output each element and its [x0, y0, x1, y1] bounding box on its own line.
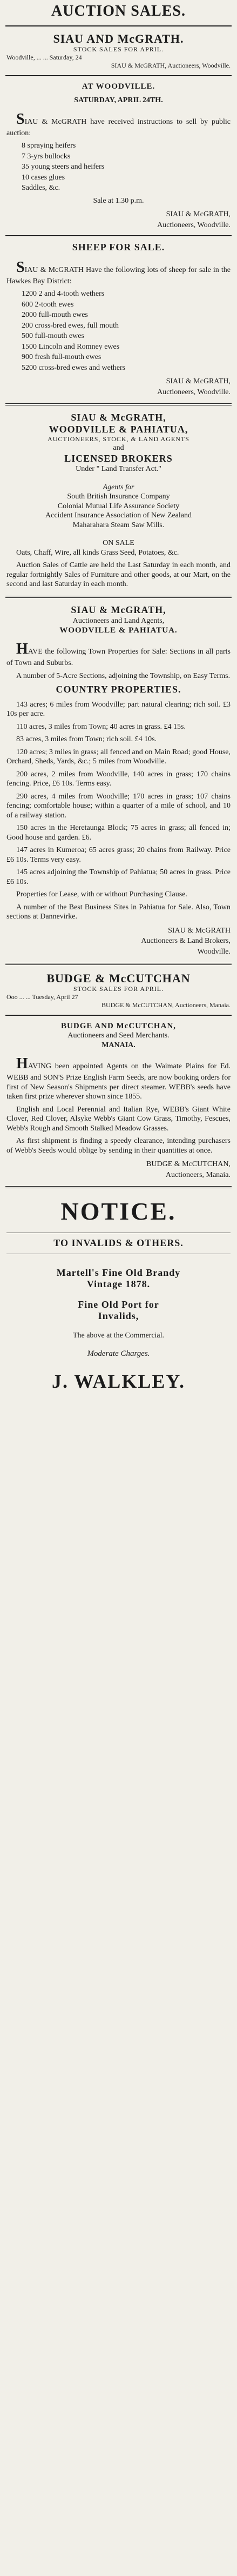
list-item: 1500 Lincoln and Romney ewes	[22, 342, 120, 351]
brandy-line2: Vintage 1878.	[86, 1279, 151, 1290]
property-listing: 147 acres in Kumeroa; 65 acres grass; 20 chains from Railway. Price £6 10s. Terms very easy.	[6, 846, 231, 864]
at-woodville-title: AT WOODVILLE.	[82, 82, 155, 91]
property-listing: A number of the Best Business Sites in Pahiatua for Sale. Also, Town sections at Dannevirke.	[6, 903, 231, 921]
budge-stock-place: Ooo ... ... Tuesday, April 27	[6, 993, 78, 1001]
country-props-title: COUNTRY PROPERTIES.	[56, 684, 181, 695]
property-listing: 145 acres adjoining the Township of Pahiatua; 50 acres in grass. Price £6 10s.	[6, 868, 231, 886]
list-item: 600 2-tooth ewes	[22, 300, 74, 309]
budge-stock-sales	[5, 971, 232, 1009]
at-woodville-date: SATURDAY, APRIL 24TH.	[74, 96, 163, 105]
town-properties-ad	[5, 604, 232, 681]
port-line1: Fine Old Port for	[78, 1299, 159, 1310]
divider	[5, 75, 232, 76]
signature-place: Woodville.	[197, 947, 231, 956]
port-line2: Invalids,	[98, 1310, 139, 1322]
property-listing: 200 acres, 2 miles from Woodville, 140 acres in grass; 170 chains fencing. Price, £6 10s. Terms easy.	[6, 770, 231, 788]
signature-role: Auctioneers, Woodville.	[157, 221, 231, 229]
notice-title: NOTICE.	[60, 1197, 177, 1226]
land-agents-line2: WOODVILLE & PAHIATUA,	[49, 423, 188, 435]
property-listing: 150 acres in the Heretaunga Block; 75 acres in grass; all fenced in; Good house and garden. £6.	[6, 824, 231, 842]
auction-text: Auction Sales of Cattle are held the Last Saturday in each month, and regular fortnightly Sales of Furniture and other goods, at our Mart, on the second and last Saturday in each month.	[6, 561, 231, 589]
budge-stock-subtitle: STOCK SALES FOR APRIL.	[73, 985, 164, 993]
signature-name: SIAU & McGRATH,	[166, 377, 231, 386]
budge-stock-title: BUDGE & McCUTCHAN	[46, 971, 191, 986]
sheep-sale-ad	[5, 242, 232, 397]
land-agents-line4: and	[113, 444, 124, 452]
signature-role: Auctioneers, Woodville.	[157, 388, 231, 396]
signature-role: Auctioneers, Manaia.	[165, 1170, 231, 1179]
list-item: 10 cases glues	[22, 173, 65, 182]
at-woodville-time: Sale at 1.30 p.m.	[93, 196, 144, 205]
land-agents-line6: Under " Land Transfer Act."	[76, 465, 161, 474]
list-item: 5200 cross-bred ewes and wethers	[22, 363, 126, 372]
sheep-sale-list	[22, 289, 231, 372]
land-agents-line1: SIAU & McGRATH,	[71, 412, 166, 423]
property-listing: 83 acres, 3 miles from Town; rich soil. £4 10s.	[16, 735, 157, 744]
budge-seed-title3: MANAIA.	[101, 1041, 136, 1049]
agency-item: Colonial Mutual Life Assurance Society	[57, 502, 180, 510]
town-props-title2: Auctioneers and Land Agents,	[72, 616, 165, 625]
siau-stock-title: SIAU AND McGRATH.	[53, 31, 184, 45]
sheep-sale-title: SHEEP FOR SALE.	[72, 242, 165, 253]
advertiser-name: J. WALKLEY.	[51, 1370, 186, 1393]
divider	[5, 1186, 232, 1188]
agency-item: Maharahara Steam Saw Mills.	[72, 521, 165, 529]
agency-item: Accident Insurance Association of New Zealand	[45, 511, 192, 520]
list-item: 35 young steers and heifers	[22, 163, 105, 171]
list-item: 1200 2 and 4-tooth wethers	[22, 290, 105, 298]
property-listing: 143 acres; 6 miles from Woodville; part natural clearing; rich soil. £3 10s per acre.	[6, 700, 231, 718]
list-item: 200 cross-bred ewes, full mouth	[22, 321, 119, 330]
list-item: 2000 full-mouth ewes	[22, 311, 88, 319]
divider	[5, 963, 232, 965]
land-agents-ad	[5, 412, 232, 589]
siau-stock-sales	[5, 32, 232, 70]
property-listing: 290 acres, 4 miles from Woodville; 170 acres in grass; 107 chains fencing; comfortable house; within a quarter of a mile of school, and 10 of a railway station.	[6, 792, 231, 820]
siau-stock-place: Woodville, ... ... Saturday, 24	[6, 54, 82, 62]
signature-name: SIAU & McGRATH,	[166, 210, 231, 219]
page-title: AUCTION SALES.	[51, 3, 186, 19]
list-item: Saddles, &c.	[22, 184, 60, 192]
agency-item: South British Insurance Company	[67, 492, 170, 501]
siau-stock-agent: SIAU & McGRATH, Auctioneers, Woodville.	[111, 62, 231, 70]
list-item: 500 full-mouth ewes	[22, 332, 84, 341]
divider	[5, 235, 232, 236]
agents-for-label: Agents for	[103, 483, 134, 491]
property-listing: Properties for Lease, with or without Purchasing Clause.	[16, 890, 187, 899]
budge-stock-agent: BUDGE & McCUTCHAN, Auctioneers, Manaia.	[101, 1001, 231, 1009]
on-sale-title: ON SALE	[103, 539, 134, 548]
divider	[5, 596, 232, 598]
budge-seed-para3: As first shipment is finding a speedy clearance, intending purchasers of Webb's Seeds would oblige by sending in their quantities at once.	[6, 1137, 231, 1155]
land-agents-line5: LICENSED BROKERS	[64, 452, 173, 464]
divider	[5, 1015, 232, 1016]
town-props-intro: HAVE the following Town Properties for Sale: Sections in all parts of Town and Suburbs.	[6, 641, 231, 668]
signature-name: BUDGE & McCUTCHAN,	[146, 1160, 231, 1169]
sheep-sale-intro: SIAU & McGRATH Have the following lots of sheep for sale in the Hawkes Bay District:	[6, 258, 231, 285]
budge-seed-title2: Auctioneers and Seed Merchants.	[67, 1031, 170, 1040]
siau-stock-subtitle: STOCK SALES FOR APRIL.	[73, 45, 164, 54]
charges-line: Moderate Charges.	[87, 1349, 150, 1359]
town-props-title3: WOODVILLE & PAHIATUA.	[59, 626, 178, 635]
country-properties-ad	[5, 684, 232, 956]
list-item: 7 3-yrs bullocks	[22, 152, 71, 161]
budge-seed-ad	[5, 1021, 232, 1180]
at-woodville-list	[22, 141, 231, 193]
signature-role: Auctioneers & Land Brokers,	[141, 937, 231, 946]
divider	[5, 403, 232, 405]
list-item: 8 spraying heifers	[22, 142, 76, 150]
divider	[5, 25, 232, 26]
signature-name: SIAU & McGRATH	[168, 926, 231, 935]
town-props-title1: SIAU & McGRATH,	[71, 604, 166, 615]
land-agents-line3: AUCTIONEERS, STOCK, & LAND AGENTS	[48, 435, 189, 443]
property-listing: 120 acres; 3 miles in grass; all fenced and on Main Road; good House, Orchard, Sheds, Yards, &c.; 5 miles from Woodville.	[6, 748, 231, 766]
list-item: 900 fresh full-mouth ewes	[22, 353, 101, 362]
property-listing: 110 acres, 3 miles from Town; 40 acres in grass. £4 15s.	[16, 722, 186, 731]
on-sale-text: Oats, Chaff, Wire, all kinds Grass Seed, Potatoes, &c.	[16, 548, 179, 557]
notice-ad	[5, 1196, 232, 1394]
at-woodville-intro: SIAU & McGRATH have received instructions to sell by public auction:	[6, 110, 231, 137]
town-props-five-acre: A number of 5-Acre Sections, adjoining the Township, on Easy Terms.	[16, 671, 231, 680]
budge-seed-title1: BUDGE AND McCUTCHAN,	[61, 1022, 176, 1031]
commercial-line: The above at the Commercial.	[72, 1331, 165, 1340]
budge-seed-para2: English and Local Perennial and Italian Rye, WEBB's Giant White Clover, Red Clover, Alsyke Webb's Giant Cow Grass, Timothy, Fescues, Webb's Rough and Smooth Stalked Meadow Grasses.	[6, 1105, 231, 1133]
notice-subtitle: TO INVALIDS & OTHERS.	[53, 1237, 184, 1248]
budge-seed-para1: HAVING been appointed Agents on the Waimate Plains for Ed. WEBB and SON'S Prize English Farm Seeds, are now booking orders for first of New Season's Shipments per direct steamer. WEBB's seeds have taken first prize wherever shown since 1855.	[6, 1055, 231, 1101]
brandy-line1: Martell's Fine Old Brandy	[56, 1267, 181, 1278]
at-woodville-ad	[5, 82, 232, 230]
